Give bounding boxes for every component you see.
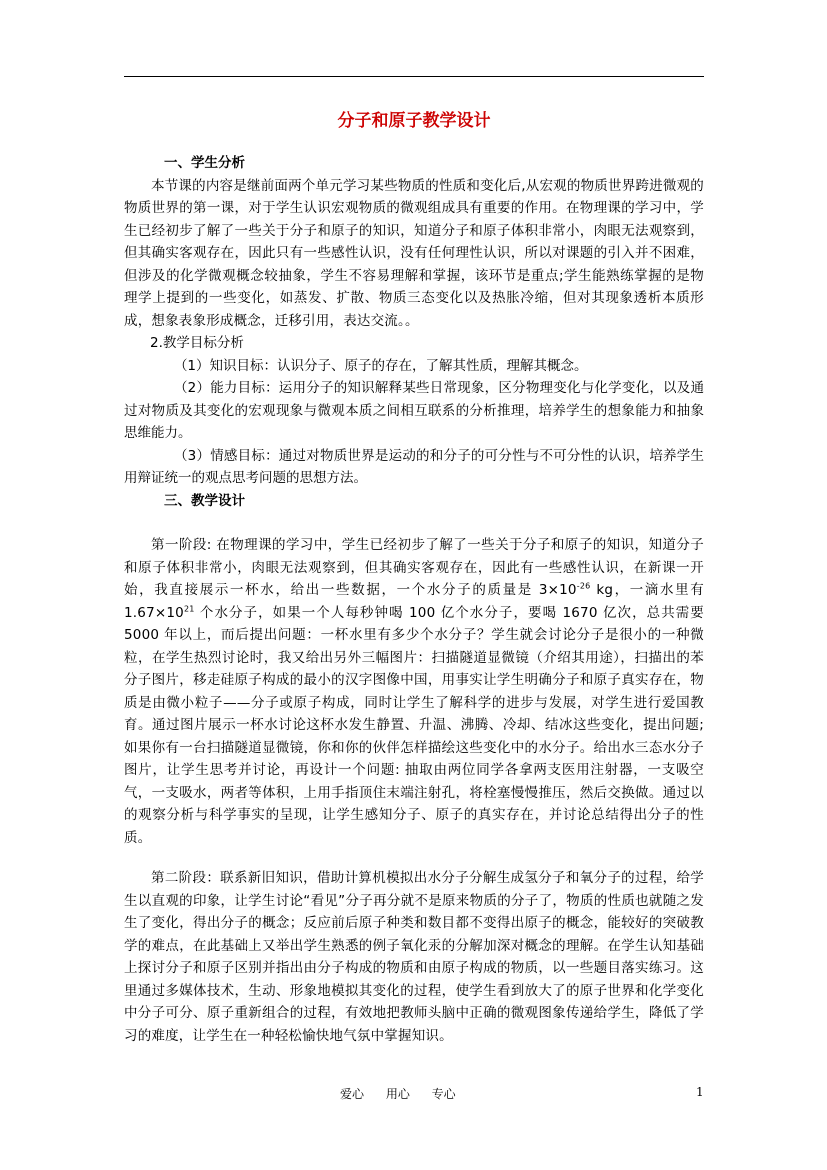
section-heading-teaching-design: 三、教学设计 — [164, 492, 245, 509]
stage-one-text-b: kg，一滴水里有 1.67×10 — [124, 582, 704, 621]
goal-ability: （2）能力目标：运用分子的知识解释某些日常现象，区分物理变化与化学变化，以及通过对物质及其变化的宏观现象与微观本质之间相互联系的分析推理，培养学生的想象能力和抽象思维能力。 — [124, 380, 704, 441]
goal-emotion: （3）情感目标：通过对物质世界是运动的和分子的可分性与不可分性的认识，培养学生用辩证统一的观点思考问题的思想方法。 — [124, 447, 704, 486]
header-rule — [124, 76, 704, 77]
goal-knowledge: （1）知识目标：认识分子、原子的存在，了解其性质，理解其概念。 — [173, 357, 588, 374]
section-heading-student-analysis: 一、学生分析 — [164, 155, 245, 171]
document-body — [124, 110, 704, 1047]
stage-one-text-c: 个水分子，如果一个人每秒钟喝 100 亿个水分子，要喝 1670 亿次，总共需要 5000 年以上，而后提出问题：一杯水里有多少个水分子？学生就会讨论分子是很小的一种微粒，在学生热烈讨论时，我又给出另外三幅图片：扫描隧道显微镜（介绍其用途），扫描出的苯分子图片，移走硅原子构成的最小的汉字图像中国，用事实让学生明确分子和原子真实存在，物质是由微小粒子——分子或原子构成，同时让学生了解科学的进步与发展，对学生进行爱国教育。通过图片展示一杯水讨论这杯水发生静置、升温、沸腾、冷却、结冰这些变化，提出问题;如果你有一台扫描隧道显微镜，你和你的伙伴怎样描绘这些变化中的水分子。给出水三态水分子图片，让学生思考并讨论，再设计一个问题: 抽取由两位同学各拿两支医用注射器，一支吸空气，一支吸水，两者等体积，上用手指顶住末端注射孔，将栓塞慢慢推压，然后交换做。通过以的观察分析与科学事实的呈现，让学生感知分子、原子的真实存在，并讨论总结得出分子的性质。 — [124, 604, 704, 846]
stage-one-paragraph — [124, 534, 704, 849]
page-footer — [0, 1085, 827, 1105]
exponent-mass: -26 — [576, 581, 591, 591]
section-heading-goals: 2.教学目标分析 — [150, 335, 244, 351]
page-number: 1 — [696, 1085, 704, 1099]
exponent-count: 21 — [183, 604, 195, 613]
stage-two-paragraph: 第二阶段：联系新旧知识，借助计算机模拟出水分子分解生成氢分子和氧分子的过程，给学生以直观的印象，让学生讨论“看见”分子再分就不是原来物质的分子了，物质的性质也就随之发生了变化，得出分子的概念；反应前后原子种类和数目都不变得出原子的概念，能较好的突破教学的难点，在此基础上又举出学生熟悉的例子氧化汞的分解加深对概念的理解。在学生认知基础上探讨分子和原子区别并指出由分子构成的物质和由原子构成的物质，以一些题目落实练习。这里通过多媒体技术，生动、形象地模拟其变化的过程，使学生看到放大了的原子世界和化学变化中分子可分、原子重新组合的过程，有效地把教师头脑中正确的微观图象传递给学生，降低了学习的难度，让学生在一种轻松愉快地气氛中掌握知识。 — [124, 870, 704, 1044]
student-analysis-paragraph: 本节课的内容是继前面两个单元学习某些物质的性质和变化后,从宏观的物质世界跨进微观的物质世界的第一课，对于学生认识宏观物质的微观组成具有重要的作用。在物理课的学习中，学生已经初步了解了一些关于分子和原子的知识，知道分子和原子体积非常小，肉眼无法观察到，但其确实客观存在，因此只有一些感性认识，没有任何理性认识，所以对课题的引入并不困难，但涉及的化学微观概念较抽象，学生不容易理解和掌握，该环节是重点;学生能熟练掌握的是物理学上提到的一些变化，如蒸发、扩散、物质三态变化以及热胀冷缩，但对其现象透析本质形成，想象表象形成概念，迁移引用，表达交流。。 — [124, 177, 704, 329]
footer-motto: 爱心 用心 专心 — [340, 1087, 456, 1101]
document-title: 分子和原子教学设计 — [337, 111, 491, 131]
stage-one-text-a: 第一阶段: 在物理课的学习中，学生已经初步了解了一些关于分子和原子的知识，知道分子和原子体积非常小，肉眼无法观察到，但其确实客观存在，因此有一些感性认识，在新课一开始，我直接展示一杯水，给出一些数据，一个水分子的质量是 3×10 — [124, 537, 704, 598]
